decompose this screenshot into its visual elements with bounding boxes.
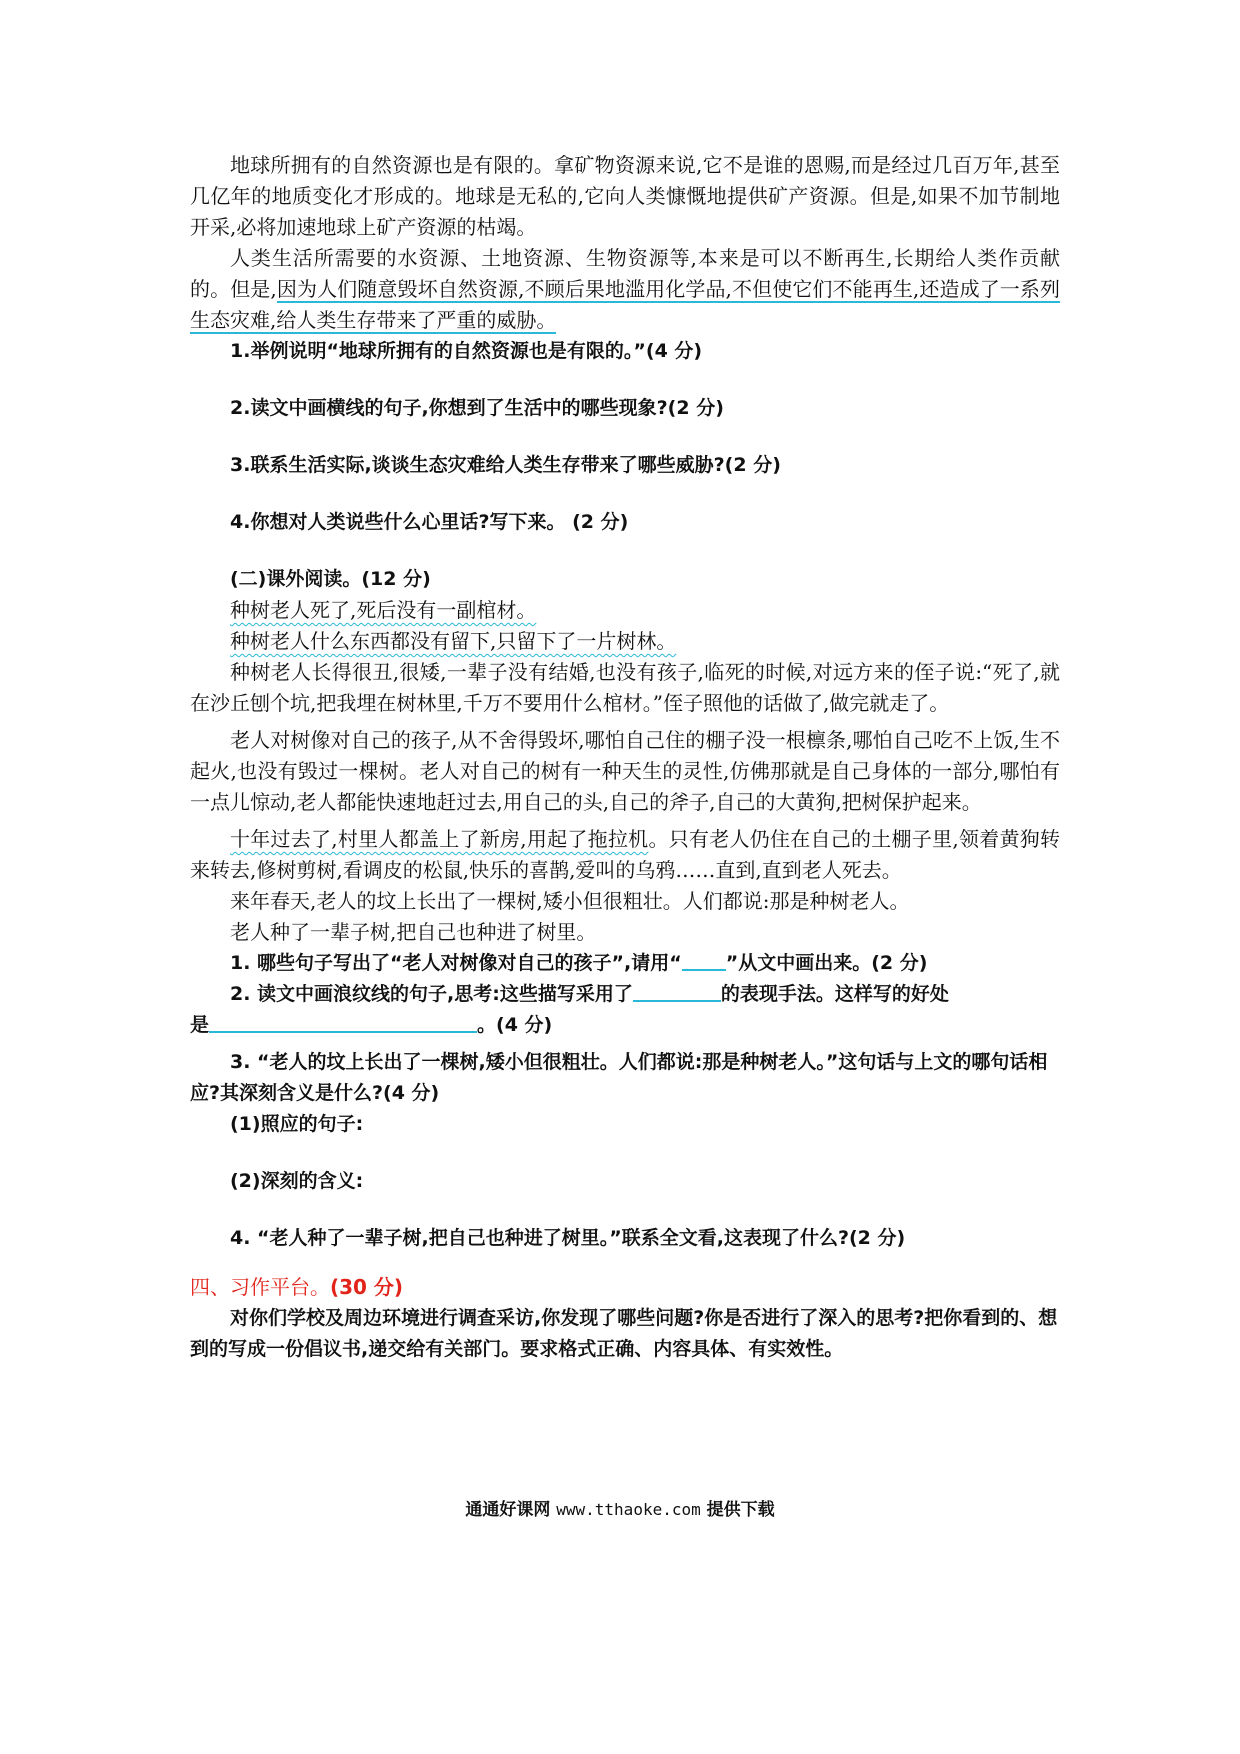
story-question-2-cont: [190, 1010, 1060, 1041]
passage1-para1: 地球所拥有的自然资源也是有限的。拿矿物资源来说,它不是谁的恩赐,而是经过几百万年,甚至几亿年的地质变化才形成的。地球是无私的,它向人类慷慨地提供矿产资源。但是,如果不加节制地开采,必将加速地球上矿产资源的枯竭。: [190, 153, 1060, 239]
question-2: 2.读文中画横线的句子,你想到了生活中的哪些现象?(2 分): [230, 397, 724, 419]
answer-blank-mark[interactable]: [682, 949, 726, 971]
section-heading-writing-score: (30 分): [330, 1275, 404, 1299]
wavy-sentence-3: 十年过去了,村里人都盖上了新房,用起了拖拉机: [230, 827, 649, 851]
story-line-1: [190, 595, 1060, 626]
story-question-2-a: 2. 读文中画浪纹线的句子,思考:这些描写采用了: [230, 983, 633, 1005]
story-question-4: 4. “老人种了一辈子树,把自己也种进了树里。”联系全文看,这表现了什么?(2 分): [230, 1227, 906, 1249]
passage1-para2-text: 人类生活所需要的水资源、土地资源、生物资源等,本来是可以不断再生,长期给人类作贡献的。但是,: [190, 246, 1060, 301]
question-3: 3.联系生活实际,谈谈生态灾难给人类生存带来了哪些威胁?(2 分): [230, 454, 781, 476]
story-para-3: 种树老人长得很丑,很矮,一辈子没有结婚,也没有孩子,临死的时候,对远方来的侄子说:“死了,就在沙丘刨个坑,把我埋在树林里,千万不要用什么棺材。”侄子照他的话做了,做完就走了。: [190, 660, 1060, 715]
story-para-6: 来年春天,老人的坟上长出了一棵树,矮小但很粗壮。人们都说:那是种树老人。: [230, 889, 910, 913]
wavy-sentence-2: 种树老人什么东西都没有留下,只留下了一片树林。: [230, 629, 677, 653]
story-question-3: 3. “老人的坟上长出了一棵树,矮小但很粗壮。人们都说:那是种树老人。”这句话与上文的哪句话相应?其深刻含义是什么?(4 分): [190, 1051, 1048, 1104]
story-para-4: 老人对树像对自己的孩子,从不舍得毁坏,哪怕自己住的棚子没一根檩条,哪怕自己吃不上饭,生不起火,也没有毁过一棵树。老人对自己的树有一种天生的灵性,仿佛那就是自己身体的一部分,哪怕有一点儿惊动,老人都能快速地赶过去,用自己的头,自己的斧子,自己的大黄狗,把树保护起来。: [190, 728, 1060, 814]
footer-suffix: 提供下载: [706, 1500, 775, 1520]
writing-prompt: 对你们学校及周边环境进行调查采访,你发现了哪些问题?你是否进行了深入的思考?把你看到的、想到的写成一份倡议书,递交给有关部门。要求格式正确、内容具体、有实效性。: [190, 1307, 1058, 1360]
passage1-para2: [190, 243, 1060, 336]
story-question-1: [190, 948, 1060, 979]
story-para-5-rest: 。只有老人仍住在自己的土棚子里,领着黄狗转来转去,修树剪树,看调皮的松鼠,快乐的喜鹊,爱叫的乌鸦……直到,直到老人死去。: [190, 827, 1060, 882]
question-4: 4.你想对人类说些什么心里话?写下来。 (2 分): [230, 511, 629, 533]
story-question-1-b: ”从文中画出来。(2 分): [725, 952, 928, 974]
story-para-7: 老人种了一辈子树,把自己也种进了树里。: [230, 920, 597, 944]
story-line-2: [190, 626, 1060, 657]
wavy-sentence-1: 种树老人死了,死后没有一副棺材。: [230, 598, 537, 622]
story-para-5: [190, 824, 1060, 886]
story-question-3-2: (2)深刻的含义:: [230, 1170, 364, 1192]
underlined-sentence: 因为人们随意毁坏自然资源,不顾后果地滥用化学品,不但使它们不能再生,还造成了一系列生态灾难,给人类生存带来了严重的威胁。: [190, 277, 1060, 332]
question-1: 1.举例说明“地球所拥有的自然资源也是有限的。”(4 分): [230, 340, 703, 362]
story-question-2-c: 是: [190, 1014, 210, 1036]
footer-site-name: 通通好课网: [465, 1500, 551, 1520]
story-question-3-1: (1)照应的句子:: [230, 1113, 364, 1135]
story-question-1-a: 1. 哪些句子写出了“老人对树像对自己的孩子”,请用“: [230, 952, 682, 974]
story-question-2-b: 的表现手法。这样写的好处: [720, 983, 949, 1005]
answer-blank-benefit[interactable]: [209, 1011, 477, 1033]
page-footer: [0, 1495, 1240, 1520]
story-question-2-d: 。(4 分): [477, 1014, 553, 1036]
section-heading-extracurricular: (二)课外阅读。(12 分): [230, 568, 431, 590]
section-heading-writing-title: 四、习作平台。: [190, 1275, 330, 1299]
section-heading-writing: [190, 1272, 1060, 1303]
story-question-2: [190, 979, 1060, 1010]
footer-url[interactable]: www.tthaoke.com: [556, 1500, 701, 1519]
answer-blank-technique[interactable]: [633, 980, 721, 1002]
worksheet-page: [190, 150, 1060, 1365]
